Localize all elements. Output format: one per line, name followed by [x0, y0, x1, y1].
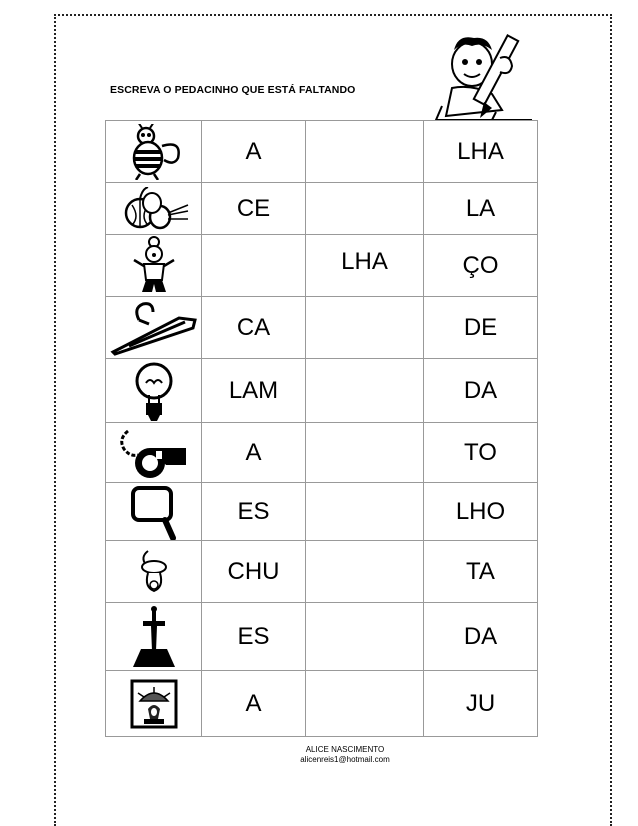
answer-cell[interactable] — [306, 121, 424, 183]
syllable-cell: ES — [202, 603, 306, 671]
syllable-cell: CHU — [202, 541, 306, 603]
bee-icon — [124, 124, 184, 180]
image-cell — [106, 297, 202, 359]
image-cell — [106, 671, 202, 737]
answer-cell[interactable] — [306, 483, 424, 541]
syllable-cell: A — [202, 121, 306, 183]
image-cell — [106, 603, 202, 671]
author-email: alicenreis1@hotmail.com — [300, 755, 390, 764]
syllable-cell: TO — [424, 423, 538, 483]
image-cell — [106, 121, 202, 183]
table-row — [106, 671, 538, 737]
footer — [0, 745, 638, 765]
worksheet-title: ESCREVA O PEDACINHO QUE ESTÁ FALTANDO — [110, 84, 356, 96]
syllable-cell: DE — [424, 297, 538, 359]
table-row — [106, 183, 538, 235]
image-cell — [106, 183, 202, 235]
syllable-cell — [202, 235, 306, 297]
syllable-cell: ES — [202, 483, 306, 541]
table-row — [106, 603, 538, 671]
table-row — [106, 541, 538, 603]
image-cell — [106, 423, 202, 483]
table-row — [106, 297, 538, 359]
table-row — [106, 423, 538, 483]
image-cell — [106, 359, 202, 423]
answer-cell[interactable] — [306, 359, 424, 423]
page-border-right — [610, 14, 612, 826]
table-row — [106, 121, 538, 183]
syllable-cell: A — [202, 671, 306, 737]
lamp-icon — [130, 679, 178, 729]
page-border-top — [54, 14, 612, 16]
whistle-icon — [116, 425, 192, 481]
image-cell — [106, 483, 202, 541]
table-row — [106, 235, 538, 297]
syllable-cell: DA — [424, 603, 538, 671]
lightbulb-icon — [131, 361, 177, 421]
answer-cell[interactable] — [306, 603, 424, 671]
syllable-cell: DA — [424, 359, 538, 423]
pacifier-icon — [134, 547, 174, 597]
image-cell — [106, 235, 202, 297]
syllable-cell: A — [202, 423, 306, 483]
clown-icon — [132, 236, 176, 296]
answer-cell[interactable] — [306, 671, 424, 737]
author-name: ALICE NASCIMENTO — [305, 745, 385, 754]
answer-cell[interactable] — [306, 183, 424, 235]
syllable-cell: LHA — [424, 121, 538, 183]
syllable-cell: TA — [424, 541, 538, 603]
syllable-cell: LHA — [341, 247, 388, 275]
table-row — [106, 483, 538, 541]
syllable-cell: LAM — [202, 359, 306, 423]
answer-cell[interactable] — [306, 297, 424, 359]
syllable-cell: ÇO — [424, 235, 538, 297]
boy-with-pencil-icon — [432, 28, 542, 124]
sword-icon — [127, 605, 181, 669]
answer-cell[interactable] — [306, 235, 424, 297]
syllable-cell: CE — [202, 183, 306, 235]
syllable-table — [105, 120, 538, 737]
table-row — [106, 359, 538, 423]
image-cell — [106, 541, 202, 603]
syllable-cell: JU — [424, 671, 538, 737]
syllable-cell: LA — [424, 183, 538, 235]
syllable-cell: CA — [202, 297, 306, 359]
answer-cell[interactable] — [306, 541, 424, 603]
onion-icon — [118, 187, 190, 231]
page-border-left — [54, 14, 56, 826]
hanger-icon — [109, 300, 199, 356]
answer-cell[interactable] — [306, 423, 424, 483]
syllable-cell: LHO — [424, 483, 538, 541]
mirror-icon — [129, 484, 179, 540]
